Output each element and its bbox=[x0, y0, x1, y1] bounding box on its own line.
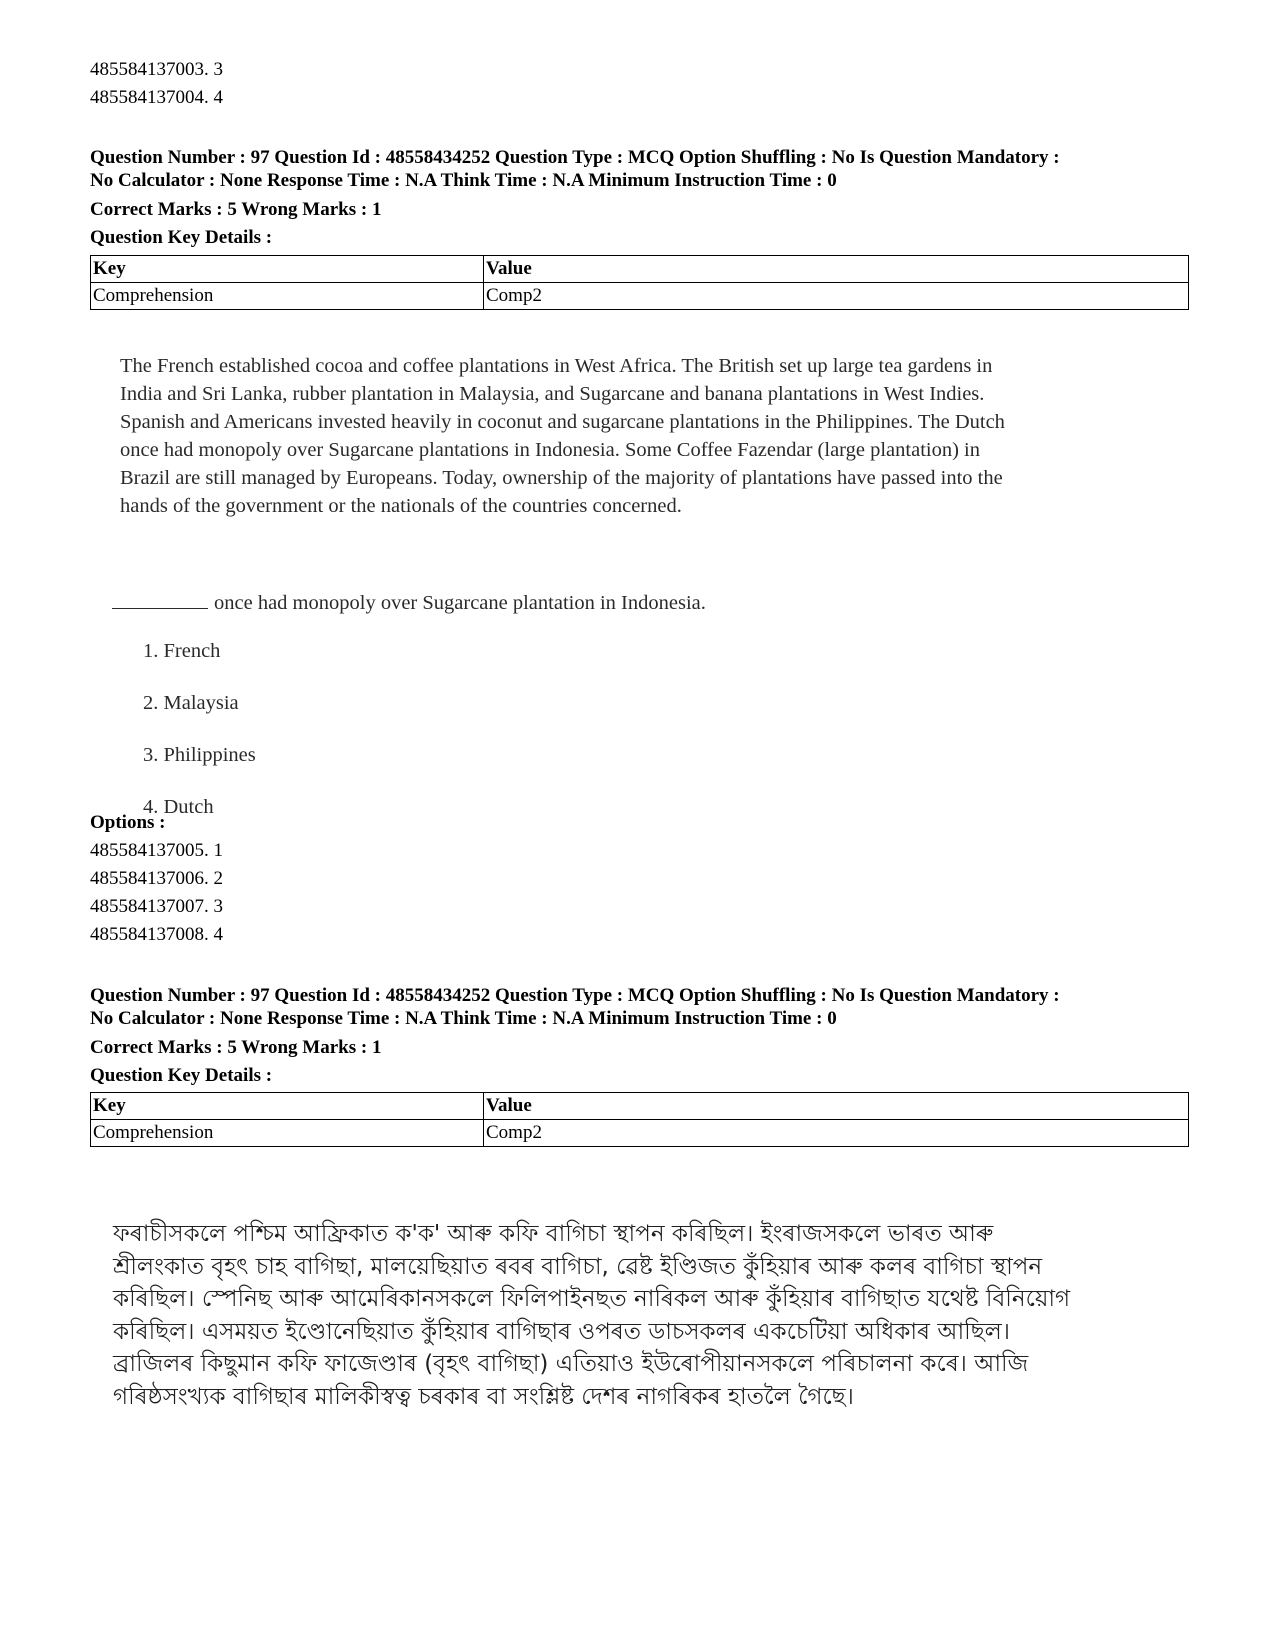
passage-line: শ্ৰীলংকাত বৃহৎ চাহ বাগিছা, মালয়েছিয়াত ৰবৰ বাগিচা, ৱেষ্ট ইণ্ডিজত কুঁহিয়াৰ আৰু কলৰ বাগিচা স্থাপন bbox=[113, 1253, 1043, 1280]
key-cell: Comprehension bbox=[91, 1120, 484, 1147]
key-header: Key bbox=[91, 1093, 484, 1120]
key-cell: Comprehension bbox=[91, 283, 484, 310]
option-line: 485584137005. 1 bbox=[90, 840, 223, 861]
table-row bbox=[91, 283, 1189, 310]
option-line: 485584137006. 2 bbox=[90, 868, 223, 889]
key-details-label: Question Key Details : bbox=[90, 1065, 273, 1086]
marks-line: Correct Marks : 5 Wrong Marks : 1 bbox=[90, 199, 382, 220]
question-meta-line-2: No Calculator : None Response Time : N.A Think Time : N.A Minimum Instruction Time : 0 bbox=[90, 170, 837, 191]
choice-item: 1. French bbox=[143, 640, 221, 662]
passage-line: once had monopoly over Sugarcane plantations in Indonesia. Some Coffee Fazendar (large plantation) in bbox=[120, 439, 980, 461]
option-line: 485584137008. 4 bbox=[90, 924, 223, 945]
key-details-table bbox=[90, 1092, 1189, 1147]
passage-line: The French established cocoa and coffee plantations in West Africa. The British set up large tea gardens in bbox=[120, 355, 993, 377]
question-meta-line-1: Question Number : 97 Question Id : 48558434252 Question Type : MCQ Option Shuffling : No Is Question Mandatory : bbox=[90, 147, 1060, 168]
fill-blank bbox=[112, 588, 208, 609]
previous-options bbox=[90, 56, 1189, 112]
question-meta bbox=[90, 984, 1189, 1030]
passage-line: গৰিষ্ঠসংখ্যক বাগিছাৰ মালিকীস্বত্ব চৰকাৰ বা সংশ্লিষ্ট দেশৰ নাগৰিকৰ হাতলৈ গৈছে। bbox=[113, 1383, 854, 1410]
passage-line: Brazil are still managed by Europeans. Today, ownership of the majority of plantations have passed into the bbox=[120, 467, 1003, 489]
key-details-label: Question Key Details : bbox=[90, 227, 273, 248]
question-meta bbox=[90, 146, 1189, 192]
question-meta-line-2: No Calculator : None Response Time : N.A Think Time : N.A Minimum Instruction Time : 0 bbox=[90, 1008, 837, 1029]
passage-line: ব্ৰাজিলৰ কিছুমান কফি ফাজেণ্ডাৰ (বৃহৎ বাগিছা) এতিয়াও ইউৰোপীয়ানসকলে পৰিচালনা কৰে। আজি bbox=[113, 1351, 1029, 1377]
option-line: 485584137004. 4 bbox=[90, 87, 223, 108]
question-text bbox=[112, 588, 706, 615]
question-stem: once had monopoly over Sugarcane plantation in Indonesia. bbox=[214, 592, 706, 614]
table-header-row bbox=[91, 256, 1189, 283]
option-line: 485584137007. 3 bbox=[90, 896, 223, 917]
options-label: Options : bbox=[90, 812, 166, 833]
table-header-row bbox=[91, 1093, 1189, 1120]
value-header: Value bbox=[484, 1093, 1189, 1120]
choice-item: 3. Philippines bbox=[143, 744, 256, 766]
marks-line: Correct Marks : 5 Wrong Marks : 1 bbox=[90, 1037, 382, 1058]
passage-line: hands of the government or the nationals of the countries concerned. bbox=[120, 495, 682, 517]
passage-line: কৰিছিল। স্পেনিছ আৰু আমেৰিকানসকলে ফিলিপাইনছত নাৰিকল আৰু কুঁহিয়াৰ বাগিছাত যথেষ্ট বিনিয়োগ bbox=[113, 1286, 1071, 1312]
passage-line: কৰিছিল। এসময়ত ইণ্ডোনেছিয়াত কুঁহিয়াৰ বাগিছাৰ ওপৰত ডাচসকলৰ একচেটিয়া অধিকাৰ আছিল। bbox=[113, 1318, 1011, 1345]
question-meta-line-1: Question Number : 97 Question Id : 48558434252 Question Type : MCQ Option Shuffling : No Is Question Mandatory : bbox=[90, 985, 1060, 1006]
choice-item: 4. Dutch bbox=[143, 796, 214, 818]
comprehension-passage-assamese bbox=[113, 1218, 1193, 1413]
options-list bbox=[90, 837, 1189, 949]
passage-line: ফৰাচীসকলে পশ্চিম আফ্ৰিকাত ক'ক' আৰু কফি বাগিচা স্থাপন কৰিছিল। ইংৰাজসকলে ভাৰত আৰু bbox=[113, 1221, 994, 1247]
value-header: Value bbox=[484, 256, 1189, 283]
passage-line: Spanish and Americans invested heavily in coconut and sugarcane plantations in the Philippines. The Dutch bbox=[120, 411, 1005, 433]
comprehension-passage bbox=[120, 352, 1180, 520]
table-row bbox=[91, 1120, 1189, 1147]
passage-line: India and Sri Lanka, rubber plantation in Malaysia, and Sugarcane and banana plantations in West Indies. bbox=[120, 383, 985, 405]
choice-item: 2. Malaysia bbox=[143, 692, 239, 714]
value-cell: Comp2 bbox=[484, 1120, 1189, 1147]
key-header: Key bbox=[91, 256, 484, 283]
option-line: 485584137003. 3 bbox=[90, 59, 223, 80]
key-details-table bbox=[90, 255, 1189, 310]
value-cell: Comp2 bbox=[484, 283, 1189, 310]
